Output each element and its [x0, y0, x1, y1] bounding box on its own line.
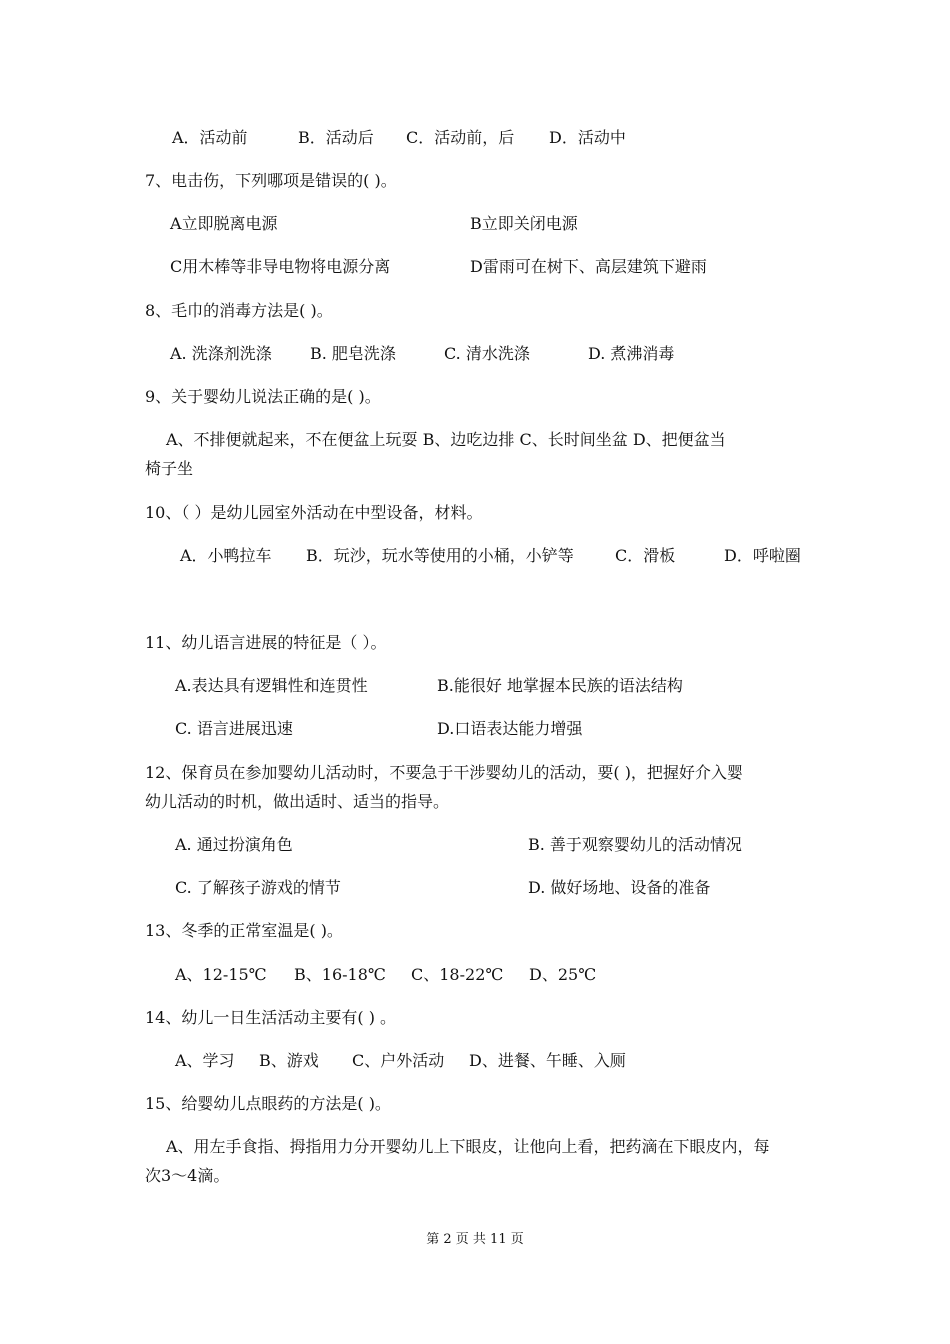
- q11-option-a: A.表达具有逻辑性和连贯性: [175, 676, 368, 695]
- q7-option-d: D雷雨可在树下、高层建筑下避雨: [470, 257, 707, 276]
- q12-option-d: D. 做好场地、设备的准备: [528, 878, 711, 897]
- q10-option-a: A．小鸭拉车: [180, 546, 272, 565]
- q7-stem: 7、电击伤，下列哪项是错误的( )。: [145, 171, 397, 190]
- q12-option-b: B. 善于观察婴幼儿的活动情况: [528, 835, 742, 854]
- q10-option-b: B．玩沙，玩水等使用的小桶，小铲等: [306, 546, 574, 565]
- q9-stem: 9、关于婴幼儿说法正确的是( )。: [145, 387, 381, 406]
- q12-option-a: A. 通过扮演角色: [175, 835, 293, 854]
- q12-stem-line2: 幼儿活动的时机，做出适时、适当的指导。: [145, 792, 450, 811]
- q10-option-c: C．滑板: [615, 546, 676, 565]
- q14-option-d: D、进餐、午睡、入厕: [469, 1051, 626, 1070]
- q12-stem-line1: 12、保育员在参加婴幼儿活动时，不要急于干涉婴幼儿的活动，要( )，把握好介入婴: [145, 763, 743, 782]
- q7-option-a: A立即脱离电源: [170, 214, 278, 233]
- q6-option-c: C．活动前，后: [406, 128, 515, 147]
- q6-option-d: D．活动中: [549, 128, 626, 147]
- q8-stem: 8、毛巾的消毒方法是( )。: [145, 301, 333, 320]
- q11-stem: 11、幼儿语言进展的特征是（ ）。: [145, 633, 387, 652]
- q14-option-b: B、游戏: [259, 1051, 319, 1070]
- q11-option-c: C. 语言进展迅速: [175, 719, 293, 738]
- q13-option-b: B、16-18℃: [294, 965, 386, 984]
- q14-option-a: A、学习: [175, 1051, 235, 1070]
- q9-options-line1: A、不排便就起来，不在便盆上玩耍 B、边吃边排 C、长时间坐盆 D、把便盆当: [166, 430, 726, 449]
- q6-option-b: B．活动后: [298, 128, 374, 147]
- q8-option-b: B. 肥皂洗涤: [310, 344, 396, 363]
- q12-option-c: C. 了解孩子游戏的情节: [175, 878, 341, 897]
- q8-option-d: D. 煮沸消毒: [588, 344, 675, 363]
- q6-option-a: A．活动前: [172, 128, 248, 147]
- q10-stem: 10、（ ）是幼儿园室外活动在中型设备，材料。: [145, 503, 483, 522]
- page-number-footer: 第 2 页 共 11 页: [426, 1232, 524, 1247]
- q13-option-d: D、25℃: [529, 965, 597, 984]
- q8-option-a: A. 洗涤剂洗涤: [170, 344, 272, 363]
- q11-option-d: D.口语表达能力增强: [437, 719, 583, 738]
- q11-option-b: B.能很好 地掌握本民族的语法结构: [437, 676, 683, 695]
- q9-options-line2: 椅子坐: [145, 459, 194, 478]
- q13-option-c: C、18-22℃: [411, 965, 504, 984]
- q15-option-a-line1: A、用左手食指、拇指用力分开婴幼儿上下眼皮，让他向上看，把药滴在下眼皮内，每: [166, 1137, 770, 1156]
- q8-option-c: C. 清水洗涤: [444, 344, 530, 363]
- q15-option-a-line2: 次3～4滴。: [145, 1166, 230, 1185]
- q15-stem: 15、给婴幼儿点眼药的方法是( )。: [145, 1094, 391, 1113]
- q14-option-c: C、户外活动: [352, 1051, 445, 1070]
- q7-option-b: B立即关闭电源: [470, 214, 578, 233]
- q13-stem: 13、冬季的正常室温是( )。: [145, 921, 343, 940]
- q13-option-a: A、12-15℃: [175, 965, 267, 984]
- q7-option-c: C用木棒等非导电物将电源分离: [170, 257, 391, 276]
- q14-stem: 14、幼儿一日生活活动主要有( ) 。: [145, 1008, 397, 1027]
- q10-option-d: D．呼啦圈: [724, 546, 801, 565]
